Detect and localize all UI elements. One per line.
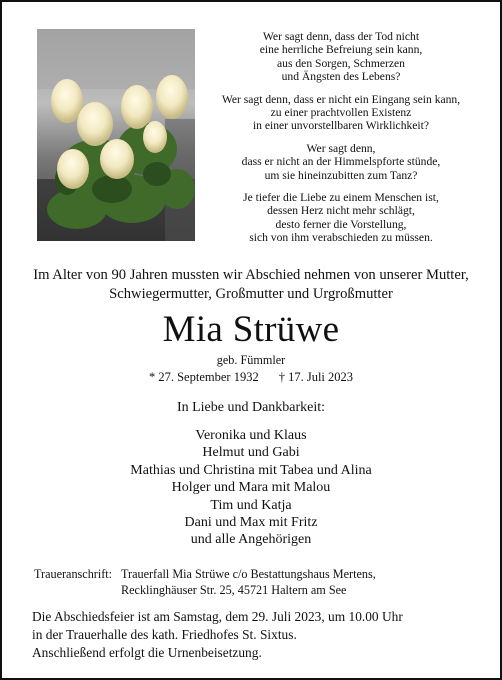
mourner-entry: Holger und Mara mit Malou: [171, 480, 331, 496]
poem-line: eine herrliche Befreiung sein kann,: [259, 43, 423, 57]
intro-text: [10, 266, 492, 304]
ceremony-line: Die Abschiedsfeier ist am Samstag, dem 29. Juli 2023, um 10.00 Uhr: [32, 609, 403, 624]
poem-stanza: [214, 93, 468, 133]
mourner-entry: Helmut und Gabi: [202, 445, 300, 461]
address-line: Recklinghäuser Str. 25, 45721 Haltern am See: [121, 583, 347, 597]
poem-line: desto ferner die Vorstellung,: [275, 217, 407, 231]
intro-line: Schwiegermutter, Großmutter und Urgroßmutter: [109, 286, 393, 302]
address-line: Trauerfall Mia Strüwe c/o Bestattungshaus Mertens,: [121, 567, 376, 581]
poem-line: aus den Sorgen, Schmerzen: [277, 56, 405, 70]
gratitude-line: In Liebe und Dankbarkeit:: [176, 400, 326, 415]
poem-line: und Ängsten des Lebens?: [281, 70, 401, 84]
ceremony-info: [32, 608, 494, 661]
poem-stanza: [214, 30, 468, 84]
poem-line: Wer sagt denn, dass er nicht ein Eingang sein kann,: [221, 92, 461, 106]
poem-line: um sie hineinzubitten zum Tanz?: [264, 168, 418, 182]
poem-line: in einer unvorstellbaren Wirklichkeit?: [252, 119, 430, 133]
mourning-address: [34, 566, 494, 598]
mourner-entry: Mathias und Christina mit Tabea und Alina: [130, 462, 372, 478]
memorial-photo: [37, 29, 195, 241]
poem-line: dass er nicht an der Himmelspforte stünde,: [241, 155, 441, 169]
mourner-entry: und alle Angehörigen: [190, 532, 312, 548]
birth-date: * 27. September 1932: [148, 370, 259, 384]
poem-stanza: [214, 142, 468, 182]
intro-line: Im Alter von 90 Jahren mussten wir Abschied nehmen von unserer Mutter,: [33, 267, 469, 283]
poem-line: Wer sagt denn, dass der Tod nicht: [262, 30, 420, 43]
deceased-name: Mia Strüwe: [162, 309, 340, 350]
poem-line: Je tiefer die Liebe zu einem Menschen ist,: [243, 191, 439, 205]
poem: [214, 30, 468, 254]
ceremony-line: Anschließend erfolgt die Urnenbeisetzung.: [32, 644, 262, 660]
mourner-entry: Tim und Katja: [210, 497, 292, 513]
mourner-entry: Veronika und Klaus: [195, 428, 307, 443]
death-date: † 17. Juli 2023: [278, 370, 354, 384]
poem-line: zu einer prachtvollen Existenz: [270, 106, 412, 120]
mourner-entry: Dani und Max mit Fritz: [184, 515, 318, 531]
address-label: Traueranschrift:: [34, 567, 113, 581]
poem-line: dessen Herz nicht mehr schlägt,: [267, 204, 415, 218]
mourners-list: [0, 427, 502, 549]
life-dates: [0, 369, 502, 385]
birth-name: geb. Fümmler: [216, 353, 286, 367]
ceremony-line: in der Trauerhalle des kath. Friedhofes St. Sixtus.: [32, 626, 297, 642]
poem-line: sich von ihm verabschieden zu müssen.: [249, 231, 433, 245]
poem-stanza: [214, 191, 468, 245]
poem-line: Wer sagt denn,: [306, 141, 376, 155]
